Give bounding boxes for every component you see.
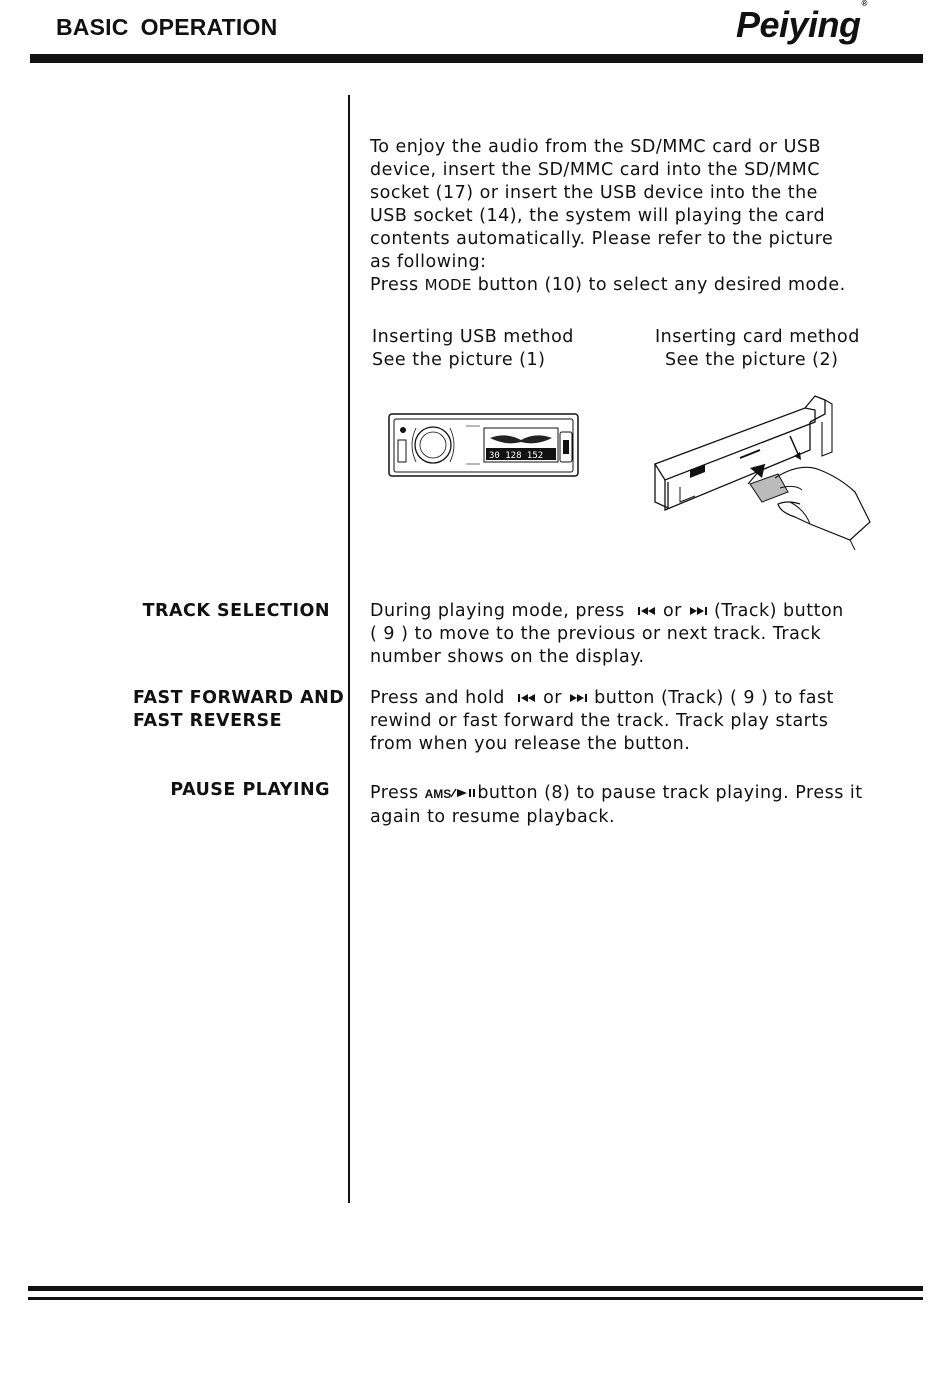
- mode-button-name: MODE: [424, 276, 472, 294]
- usb-caption-ref: See the picture (1): [372, 350, 546, 370]
- fast-line-3: from when you release the button.: [370, 734, 691, 754]
- skip-next-icon: [688, 606, 708, 616]
- intro-line: contents automatically. Please refer to the picture: [370, 229, 834, 249]
- intro-paragraph: [370, 136, 846, 297]
- fast-line-1: [370, 687, 834, 710]
- pause-line-1: [370, 782, 863, 806]
- track-line-3: number shows on the display.: [370, 647, 645, 667]
- card-insertion-illustration: [650, 392, 875, 552]
- intro-press-line: [370, 274, 846, 297]
- press-rest: button (10) to select any desired mode.: [477, 275, 846, 295]
- logo-text: Peiying: [736, 4, 861, 45]
- pause-playing-paragraph: [370, 782, 863, 829]
- radio-display-digits: 30 128 152: [489, 451, 544, 461]
- track-text: (Track) button: [714, 601, 844, 621]
- fast-line-2: rewind or fast forward the track. Track play starts: [370, 711, 829, 731]
- intro-line: as following:: [370, 252, 487, 272]
- card-caption-ref: See the picture (2): [665, 350, 839, 370]
- track-line-1: [370, 600, 844, 623]
- track-or: or: [662, 601, 682, 621]
- card-caption: [655, 326, 860, 372]
- title-word-basic: BASIC: [56, 14, 129, 40]
- fast-heading-line-2: FAST REVERSE: [133, 711, 283, 731]
- intro-line: socket (17) or insert the USB device into the the: [370, 183, 818, 203]
- page-title: [56, 14, 277, 41]
- fast-forward-paragraph: [370, 687, 834, 756]
- fast-or: or: [543, 688, 562, 708]
- play-pause-icon: [451, 788, 477, 798]
- footer-rule-thin: [28, 1297, 923, 1300]
- track-selection-heading: TRACK SELECTION: [142, 601, 330, 621]
- intro-line: device, insert the SD/MMC card into the SD/MMC: [370, 160, 820, 180]
- skip-previous-icon: [517, 693, 537, 703]
- fast-text: button (Track) ( 9 ) to fast: [594, 688, 834, 708]
- fast-text: Press and hold: [370, 688, 505, 708]
- track-line-2: ( 9 ) to move to the previous or next track. Track: [370, 624, 822, 644]
- usb-caption-title: Inserting USB method: [372, 327, 574, 347]
- pause-line-2: again to resume playback.: [370, 807, 616, 827]
- header-rule: [30, 54, 923, 63]
- usb-caption: [372, 326, 574, 372]
- ams-button-name: AMS: [424, 787, 452, 801]
- fast-forward-heading: [133, 687, 344, 733]
- skip-next-icon: [568, 693, 588, 703]
- brand-logo: [736, 0, 867, 46]
- car-radio-usb-illustration: [388, 410, 580, 478]
- pause-text: Press: [370, 783, 419, 803]
- intro-line: USB socket (14), the system will playing the card: [370, 206, 826, 226]
- track-selection-paragraph: [370, 600, 844, 669]
- column-divider: [348, 95, 350, 1203]
- card-caption-title: Inserting card method: [655, 327, 860, 347]
- track-text: During playing mode, press: [370, 601, 625, 621]
- pause-text: button (8) to pause track playing. Press it: [477, 783, 863, 803]
- skip-previous-icon: [637, 606, 657, 616]
- intro-line: To enjoy the audio from the SD/MMC card or USB: [370, 137, 821, 157]
- press-word: Press: [370, 275, 419, 295]
- footer-rule-thick: [28, 1286, 923, 1291]
- registered-mark: ®: [861, 0, 867, 8]
- title-word-operation: OPERATION: [140, 14, 278, 40]
- pause-playing-heading: PAUSE PLAYING: [170, 780, 330, 800]
- fast-heading-line-1: FAST FORWARD AND: [133, 688, 345, 708]
